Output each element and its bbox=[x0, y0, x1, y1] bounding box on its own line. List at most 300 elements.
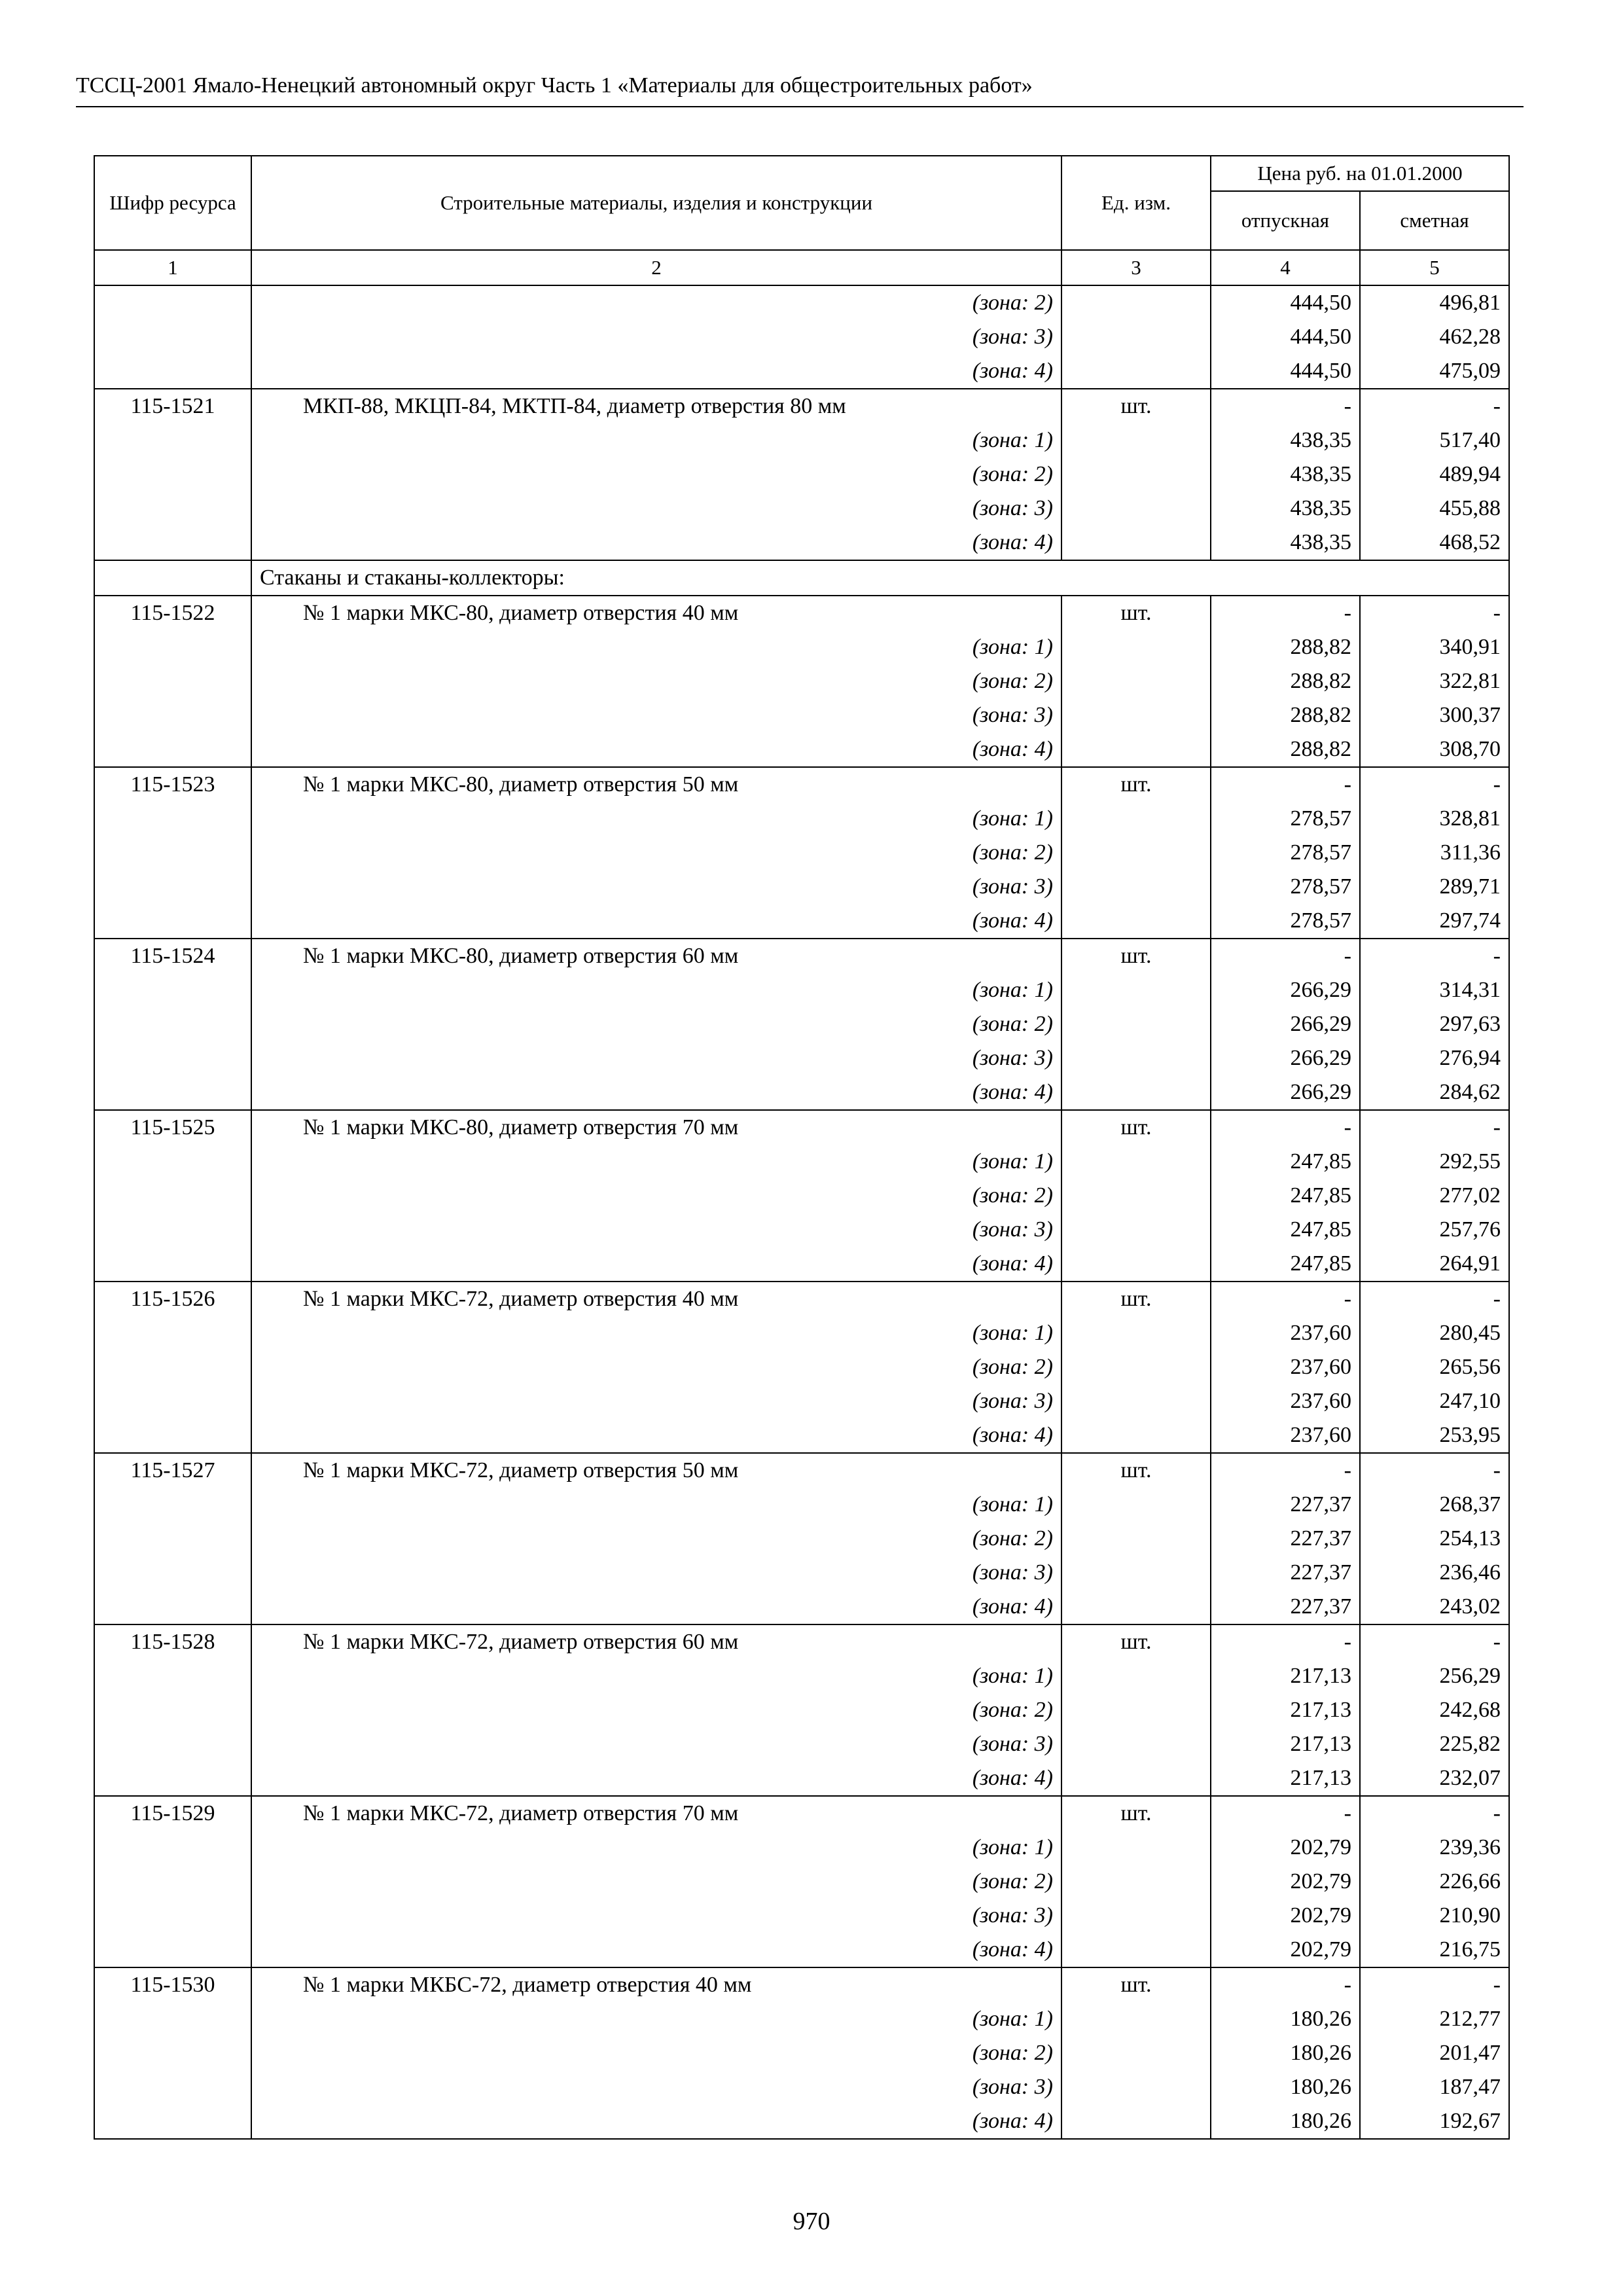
unit-cell bbox=[1061, 664, 1211, 698]
table-row-zone bbox=[94, 1590, 1509, 1624]
resource-code-cell: 115-1521 bbox=[94, 389, 251, 423]
resource-code-cell bbox=[94, 630, 251, 664]
table-row-zone bbox=[94, 1659, 1509, 1693]
resource-code-cell bbox=[94, 1041, 251, 1075]
zone-label: (зона: 4) bbox=[251, 1247, 1061, 1282]
resource-code-cell bbox=[94, 285, 251, 320]
resource-code-cell: 115-1529 bbox=[94, 1796, 251, 1831]
price-estimate-cell: 292,55 bbox=[1360, 1145, 1509, 1179]
resource-code-cell bbox=[94, 1213, 251, 1247]
price-release-cell: 227,37 bbox=[1211, 1522, 1360, 1556]
table-row-zone bbox=[94, 802, 1509, 836]
price-release-cell: - bbox=[1211, 1282, 1360, 1316]
price-estimate-cell: 256,29 bbox=[1360, 1659, 1509, 1693]
price-estimate-cell: - bbox=[1360, 596, 1509, 630]
table-row-zone bbox=[94, 1933, 1509, 1967]
table-row-zone bbox=[94, 492, 1509, 526]
material-name: № 1 марки МКС-72, диаметр отверстия 60 мм bbox=[251, 1624, 1061, 1659]
price-release-cell: 266,29 bbox=[1211, 1041, 1360, 1075]
unit-cell bbox=[1061, 457, 1211, 492]
zone-label: (зона: 1) bbox=[251, 1316, 1061, 1350]
unit-cell bbox=[1061, 354, 1211, 389]
unit-cell: шт. bbox=[1061, 939, 1211, 973]
zone-label: (зона: 1) bbox=[251, 1659, 1061, 1693]
price-estimate-cell: 328,81 bbox=[1360, 802, 1509, 836]
resource-code-cell bbox=[94, 732, 251, 767]
page-header: ТССЦ-2001 Ямало-Ненецкий автономный округ Часть 1 «Материалы для общестроительных работ» bbox=[76, 69, 1524, 107]
zone-label: (зона: 2) bbox=[251, 1865, 1061, 1899]
column-header-price-group: Цена руб. на 01.01.2000 bbox=[1211, 156, 1509, 191]
resource-code-cell bbox=[94, 1316, 251, 1350]
resource-code-cell bbox=[94, 1899, 251, 1933]
price-estimate-cell: 322,81 bbox=[1360, 664, 1509, 698]
resource-code-cell bbox=[94, 1179, 251, 1213]
price-estimate-cell: - bbox=[1360, 767, 1509, 802]
price-release-cell: 202,79 bbox=[1211, 1899, 1360, 1933]
resource-code-cell bbox=[94, 1075, 251, 1110]
price-estimate-cell: - bbox=[1360, 1110, 1509, 1145]
price-estimate-cell: 496,81 bbox=[1360, 285, 1509, 320]
price-estimate-cell: 284,62 bbox=[1360, 1075, 1509, 1110]
table-row-zone bbox=[94, 1350, 1509, 1384]
zone-label: (зона: 1) bbox=[251, 973, 1061, 1007]
resource-code-cell: 115-1523 bbox=[94, 767, 251, 802]
zone-label: (зона: 1) bbox=[251, 2002, 1061, 2036]
table-row-zone bbox=[94, 836, 1509, 870]
resource-code-cell bbox=[94, 1933, 251, 1967]
table-row-item bbox=[94, 1110, 1509, 1145]
zone-label: (зона: 2) bbox=[251, 457, 1061, 492]
unit-cell bbox=[1061, 802, 1211, 836]
resource-code-cell bbox=[94, 1247, 251, 1282]
unit-cell bbox=[1061, 1316, 1211, 1350]
column-number: 3 bbox=[1061, 250, 1211, 285]
resource-code-cell bbox=[94, 354, 251, 389]
price-release-cell: 278,57 bbox=[1211, 904, 1360, 939]
unit-cell: шт. bbox=[1061, 1796, 1211, 1831]
resource-code-cell: 115-1528 bbox=[94, 1624, 251, 1659]
resource-code-cell bbox=[94, 904, 251, 939]
table-row-zone bbox=[94, 1213, 1509, 1247]
price-release-cell: - bbox=[1211, 767, 1360, 802]
price-estimate-cell: 187,47 bbox=[1360, 2070, 1509, 2104]
section-title: Стаканы и стаканы-коллекторы: bbox=[251, 560, 1509, 596]
table-row-item bbox=[94, 596, 1509, 630]
price-release-cell: 278,57 bbox=[1211, 870, 1360, 904]
resource-code-cell: 115-1525 bbox=[94, 1110, 251, 1145]
price-estimate-cell: - bbox=[1360, 1282, 1509, 1316]
price-estimate-cell: 468,52 bbox=[1360, 526, 1509, 560]
table-row-item bbox=[94, 1624, 1509, 1659]
zone-label: (зона: 3) bbox=[251, 1041, 1061, 1075]
price-estimate-cell: 192,67 bbox=[1360, 2104, 1509, 2139]
table-row-zone bbox=[94, 526, 1509, 560]
price-estimate-cell: 225,82 bbox=[1360, 1727, 1509, 1761]
unit-cell bbox=[1061, 630, 1211, 664]
resource-code-cell bbox=[94, 320, 251, 354]
price-estimate-cell: 462,28 bbox=[1360, 320, 1509, 354]
price-release-cell: 202,79 bbox=[1211, 1865, 1360, 1899]
price-release-cell: 247,85 bbox=[1211, 1179, 1360, 1213]
zone-label: (зона: 2) bbox=[251, 2036, 1061, 2070]
unit-cell bbox=[1061, 1556, 1211, 1590]
price-estimate-cell: - bbox=[1360, 1624, 1509, 1659]
table-row-zone bbox=[94, 698, 1509, 732]
zone-label: (зона: 4) bbox=[251, 1933, 1061, 1967]
price-estimate-cell: - bbox=[1360, 1967, 1509, 2002]
zone-label: (зона: 1) bbox=[251, 802, 1061, 836]
table-row-zone bbox=[94, 1041, 1509, 1075]
zone-label: (зона: 3) bbox=[251, 1899, 1061, 1933]
table-row-item bbox=[94, 1796, 1509, 1831]
table-row-zone bbox=[94, 1693, 1509, 1727]
price-estimate-cell: - bbox=[1360, 1796, 1509, 1831]
resource-code-cell bbox=[94, 1659, 251, 1693]
resource-code-cell bbox=[94, 457, 251, 492]
resource-code-cell bbox=[94, 1556, 251, 1590]
price-release-cell: 217,13 bbox=[1211, 1727, 1360, 1761]
table-row-zone bbox=[94, 1145, 1509, 1179]
resource-code-cell: 115-1527 bbox=[94, 1453, 251, 1488]
table-body bbox=[94, 285, 1509, 2139]
table-row-item bbox=[94, 389, 1509, 423]
table-row-zone bbox=[94, 354, 1509, 389]
table-row-zone bbox=[94, 1179, 1509, 1213]
unit-cell bbox=[1061, 1488, 1211, 1522]
unit-cell bbox=[1061, 1145, 1211, 1179]
price-estimate-cell: 212,77 bbox=[1360, 2002, 1509, 2036]
resource-code-cell bbox=[94, 836, 251, 870]
price-estimate-cell: 226,66 bbox=[1360, 1865, 1509, 1899]
table-row-zone bbox=[94, 1384, 1509, 1418]
resource-code-cell bbox=[94, 1007, 251, 1041]
price-release-cell: - bbox=[1211, 939, 1360, 973]
price-release-cell: 247,85 bbox=[1211, 1213, 1360, 1247]
zone-label: (зона: 3) bbox=[251, 1384, 1061, 1418]
table-row-item bbox=[94, 939, 1509, 973]
price-estimate-cell: 311,36 bbox=[1360, 836, 1509, 870]
price-estimate-cell: 254,13 bbox=[1360, 1522, 1509, 1556]
resource-code-cell bbox=[94, 1761, 251, 1796]
resource-code-cell bbox=[94, 1727, 251, 1761]
zone-label: (зона: 3) bbox=[251, 320, 1061, 354]
price-estimate-cell: 243,02 bbox=[1360, 1590, 1509, 1624]
column-number: 4 bbox=[1211, 250, 1360, 285]
resource-code-cell bbox=[94, 423, 251, 457]
material-name: № 1 марки МКС-72, диаметр отверстия 50 мм bbox=[251, 1453, 1061, 1488]
price-release-cell: 217,13 bbox=[1211, 1693, 1360, 1727]
zone-label: (зона: 3) bbox=[251, 1213, 1061, 1247]
resource-code-cell bbox=[94, 1865, 251, 1899]
unit-cell bbox=[1061, 1590, 1211, 1624]
table-row-zone bbox=[94, 1727, 1509, 1761]
table-row-zone bbox=[94, 2104, 1509, 2139]
price-release-cell: 438,35 bbox=[1211, 423, 1360, 457]
table-row-zone bbox=[94, 1418, 1509, 1453]
unit-cell bbox=[1061, 1350, 1211, 1384]
price-estimate-cell: 265,56 bbox=[1360, 1350, 1509, 1384]
zone-label: (зона: 1) bbox=[251, 423, 1061, 457]
price-release-cell: 237,60 bbox=[1211, 1384, 1360, 1418]
table-row-zone bbox=[94, 320, 1509, 354]
table-row-zone bbox=[94, 1556, 1509, 1590]
table-row-zone bbox=[94, 2002, 1509, 2036]
resource-code-cell bbox=[94, 492, 251, 526]
zone-label: (зона: 2) bbox=[251, 1007, 1061, 1041]
zone-label: (зона: 3) bbox=[251, 1556, 1061, 1590]
table-row-zone bbox=[94, 423, 1509, 457]
table-row-zone bbox=[94, 1831, 1509, 1865]
price-release-cell: 237,60 bbox=[1211, 1350, 1360, 1384]
price-estimate-cell: 489,94 bbox=[1360, 457, 1509, 492]
column-number: 5 bbox=[1360, 250, 1509, 285]
price-estimate-cell: 340,91 bbox=[1360, 630, 1509, 664]
table-row-zone bbox=[94, 457, 1509, 492]
resource-code-cell bbox=[94, 664, 251, 698]
price-release-cell: 266,29 bbox=[1211, 973, 1360, 1007]
price-release-cell: - bbox=[1211, 596, 1360, 630]
price-release-cell: 237,60 bbox=[1211, 1316, 1360, 1350]
material-name: МКП-88, МКЦП-84, МКТП-84, диаметр отверстия 80 мм bbox=[251, 389, 1061, 423]
unit-cell bbox=[1061, 732, 1211, 767]
resource-code-cell bbox=[94, 560, 251, 596]
resource-code-cell bbox=[94, 1384, 251, 1418]
resource-code-cell bbox=[94, 1590, 251, 1624]
price-estimate-cell: 297,63 bbox=[1360, 1007, 1509, 1041]
price-release-cell: 227,37 bbox=[1211, 1590, 1360, 1624]
unit-cell bbox=[1061, 1831, 1211, 1865]
resource-code-cell bbox=[94, 2002, 251, 2036]
unit-cell bbox=[1061, 2002, 1211, 2036]
table-row-zone bbox=[94, 904, 1509, 939]
price-estimate-cell: 201,47 bbox=[1360, 2036, 1509, 2070]
price-estimate-cell: 257,76 bbox=[1360, 1213, 1509, 1247]
price-release-cell: 288,82 bbox=[1211, 664, 1360, 698]
price-estimate-cell: 210,90 bbox=[1360, 1899, 1509, 1933]
price-release-cell: 202,79 bbox=[1211, 1831, 1360, 1865]
column-header-price-release: отпускная bbox=[1211, 191, 1360, 250]
material-name: № 1 марки МКС-80, диаметр отверстия 40 мм bbox=[251, 596, 1061, 630]
zone-label: (зона: 4) bbox=[251, 1590, 1061, 1624]
unit-cell: шт. bbox=[1061, 1282, 1211, 1316]
price-release-cell: 278,57 bbox=[1211, 836, 1360, 870]
price-release-cell: - bbox=[1211, 389, 1360, 423]
price-estimate-cell: 455,88 bbox=[1360, 492, 1509, 526]
resource-code-cell: 115-1524 bbox=[94, 939, 251, 973]
unit-cell bbox=[1061, 1659, 1211, 1693]
price-estimate-cell: 277,02 bbox=[1360, 1179, 1509, 1213]
price-estimate-cell: - bbox=[1360, 1453, 1509, 1488]
zone-label: (зона: 4) bbox=[251, 526, 1061, 560]
table-row-section bbox=[94, 560, 1509, 596]
price-release-cell: 278,57 bbox=[1211, 802, 1360, 836]
price-estimate-cell: 242,68 bbox=[1360, 1693, 1509, 1727]
price-estimate-cell: 216,75 bbox=[1360, 1933, 1509, 1967]
unit-cell bbox=[1061, 1761, 1211, 1796]
column-number: 1 bbox=[94, 250, 251, 285]
column-header-price-estimate: сметная bbox=[1360, 191, 1509, 250]
zone-label: (зона: 4) bbox=[251, 732, 1061, 767]
unit-cell bbox=[1061, 1933, 1211, 1967]
zone-label: (зона: 3) bbox=[251, 2070, 1061, 2104]
resource-code-cell: 115-1522 bbox=[94, 596, 251, 630]
unit-cell bbox=[1061, 2104, 1211, 2139]
table-row-zone bbox=[94, 870, 1509, 904]
price-release-cell: 227,37 bbox=[1211, 1556, 1360, 1590]
price-estimate-cell: 268,37 bbox=[1360, 1488, 1509, 1522]
zone-label: (зона: 4) bbox=[251, 1761, 1061, 1796]
zone-label: (зона: 3) bbox=[251, 870, 1061, 904]
zone-label: (зона: 1) bbox=[251, 1488, 1061, 1522]
price-estimate-cell: 253,95 bbox=[1360, 1418, 1509, 1453]
unit-cell bbox=[1061, 1007, 1211, 1041]
zone-label: (зона: 2) bbox=[251, 1693, 1061, 1727]
price-release-cell: - bbox=[1211, 1110, 1360, 1145]
price-estimate-cell: 314,31 bbox=[1360, 973, 1509, 1007]
material-name: № 1 марки МКС-72, диаметр отверстия 70 мм bbox=[251, 1796, 1061, 1831]
material-name: № 1 марки МКС-80, диаметр отверстия 60 мм bbox=[251, 939, 1061, 973]
unit-cell bbox=[1061, 836, 1211, 870]
resource-code-cell bbox=[94, 2070, 251, 2104]
unit-cell bbox=[1061, 1727, 1211, 1761]
unit-cell bbox=[1061, 1693, 1211, 1727]
resource-code-cell: 115-1530 bbox=[94, 1967, 251, 2002]
unit-cell bbox=[1061, 1179, 1211, 1213]
resource-code-cell bbox=[94, 1693, 251, 1727]
price-release-cell: 217,13 bbox=[1211, 1659, 1360, 1693]
table-row-zone bbox=[94, 732, 1509, 767]
unit-cell bbox=[1061, 870, 1211, 904]
price-estimate-cell: 297,74 bbox=[1360, 904, 1509, 939]
resource-code-cell bbox=[94, 1831, 251, 1865]
unit-cell bbox=[1061, 285, 1211, 320]
material-name: № 1 марки МКС-72, диаметр отверстия 40 мм bbox=[251, 1282, 1061, 1316]
unit-cell: шт. bbox=[1061, 389, 1211, 423]
price-release-cell: 180,26 bbox=[1211, 2002, 1360, 2036]
unit-cell: шт. bbox=[1061, 1967, 1211, 2002]
zone-label: (зона: 4) bbox=[251, 1418, 1061, 1453]
material-name: № 1 марки МКБС-72, диаметр отверстия 40 мм bbox=[251, 1967, 1061, 2002]
zone-label: (зона: 4) bbox=[251, 1075, 1061, 1110]
resource-code-cell bbox=[94, 1522, 251, 1556]
price-release-cell: 247,85 bbox=[1211, 1247, 1360, 1282]
table-row-zone bbox=[94, 1247, 1509, 1282]
table-row-item bbox=[94, 1453, 1509, 1488]
unit-cell: шт. bbox=[1061, 767, 1211, 802]
zone-label: (зона: 2) bbox=[251, 836, 1061, 870]
zone-label: (зона: 4) bbox=[251, 354, 1061, 389]
table-row-zone bbox=[94, 1899, 1509, 1933]
unit-cell bbox=[1061, 1899, 1211, 1933]
unit-cell bbox=[1061, 423, 1211, 457]
resource-code-cell bbox=[94, 2036, 251, 2070]
unit-cell bbox=[1061, 1075, 1211, 1110]
resource-code-cell bbox=[94, 973, 251, 1007]
resource-code-cell bbox=[94, 1350, 251, 1384]
price-release-cell: 288,82 bbox=[1211, 630, 1360, 664]
price-table bbox=[94, 155, 1510, 2140]
material-name: № 1 марки МКС-80, диаметр отверстия 70 мм bbox=[251, 1110, 1061, 1145]
unit-cell bbox=[1061, 2036, 1211, 2070]
table-row-item bbox=[94, 767, 1509, 802]
price-release-cell: - bbox=[1211, 1967, 1360, 2002]
zone-label: (зона: 3) bbox=[251, 1727, 1061, 1761]
zone-label: (зона: 2) bbox=[251, 1522, 1061, 1556]
unit-cell bbox=[1061, 973, 1211, 1007]
price-release-cell: 438,35 bbox=[1211, 492, 1360, 526]
unit-cell: шт. bbox=[1061, 596, 1211, 630]
resource-code-cell: 115-1526 bbox=[94, 1282, 251, 1316]
page-number: 970 bbox=[793, 2208, 830, 2235]
resource-code-cell bbox=[94, 2104, 251, 2139]
price-release-cell: 266,29 bbox=[1211, 1075, 1360, 1110]
price-release-cell: 237,60 bbox=[1211, 1418, 1360, 1453]
resource-code-cell bbox=[94, 870, 251, 904]
price-release-cell: - bbox=[1211, 1453, 1360, 1488]
resource-code-cell bbox=[94, 526, 251, 560]
price-estimate-cell: 276,94 bbox=[1360, 1041, 1509, 1075]
price-estimate-cell: 247,10 bbox=[1360, 1384, 1509, 1418]
price-release-cell: 227,37 bbox=[1211, 1488, 1360, 1522]
unit-cell bbox=[1061, 320, 1211, 354]
price-release-cell: 444,50 bbox=[1211, 320, 1360, 354]
table-row-zone bbox=[94, 630, 1509, 664]
table-row-item bbox=[94, 1967, 1509, 2002]
table-row-zone bbox=[94, 1007, 1509, 1041]
zone-label: (зона: 2) bbox=[251, 1179, 1061, 1213]
unit-cell: шт. bbox=[1061, 1453, 1211, 1488]
table-row-zone bbox=[94, 285, 1509, 320]
unit-cell bbox=[1061, 1522, 1211, 1556]
price-release-cell: 438,35 bbox=[1211, 526, 1360, 560]
resource-code-cell bbox=[94, 1145, 251, 1179]
zone-label: (зона: 3) bbox=[251, 492, 1061, 526]
price-release-cell: 202,79 bbox=[1211, 1933, 1360, 1967]
price-estimate-cell: 475,09 bbox=[1360, 354, 1509, 389]
resource-code-cell bbox=[94, 698, 251, 732]
unit-cell: шт. bbox=[1061, 1110, 1211, 1145]
zone-label: (зона: 4) bbox=[251, 2104, 1061, 2139]
price-release-cell: - bbox=[1211, 1796, 1360, 1831]
column-number: 2 bbox=[251, 250, 1061, 285]
table-row-zone bbox=[94, 973, 1509, 1007]
zone-label: (зона: 1) bbox=[251, 1831, 1061, 1865]
unit-cell bbox=[1061, 492, 1211, 526]
table-row-item bbox=[94, 1282, 1509, 1316]
column-header-unit: Ед. изм. bbox=[1061, 156, 1211, 250]
price-release-cell: 217,13 bbox=[1211, 1761, 1360, 1796]
price-release-cell: - bbox=[1211, 1624, 1360, 1659]
zone-label: (зона: 2) bbox=[251, 285, 1061, 320]
table-row-zone bbox=[94, 1075, 1509, 1110]
price-release-cell: 180,26 bbox=[1211, 2104, 1360, 2139]
price-estimate-cell: 517,40 bbox=[1360, 423, 1509, 457]
table-row-zone bbox=[94, 2036, 1509, 2070]
price-release-cell: 444,50 bbox=[1211, 354, 1360, 389]
price-estimate-cell: - bbox=[1360, 389, 1509, 423]
unit-cell bbox=[1061, 904, 1211, 939]
zone-label: (зона: 1) bbox=[251, 630, 1061, 664]
price-release-cell: 444,50 bbox=[1211, 285, 1360, 320]
table-row-zone bbox=[94, 1316, 1509, 1350]
table-row-zone bbox=[94, 1488, 1509, 1522]
price-estimate-cell: 264,91 bbox=[1360, 1247, 1509, 1282]
price-estimate-cell: 280,45 bbox=[1360, 1316, 1509, 1350]
zone-label: (зона: 3) bbox=[251, 698, 1061, 732]
price-estimate-cell: 300,37 bbox=[1360, 698, 1509, 732]
price-estimate-cell: - bbox=[1360, 939, 1509, 973]
unit-cell bbox=[1061, 1418, 1211, 1453]
